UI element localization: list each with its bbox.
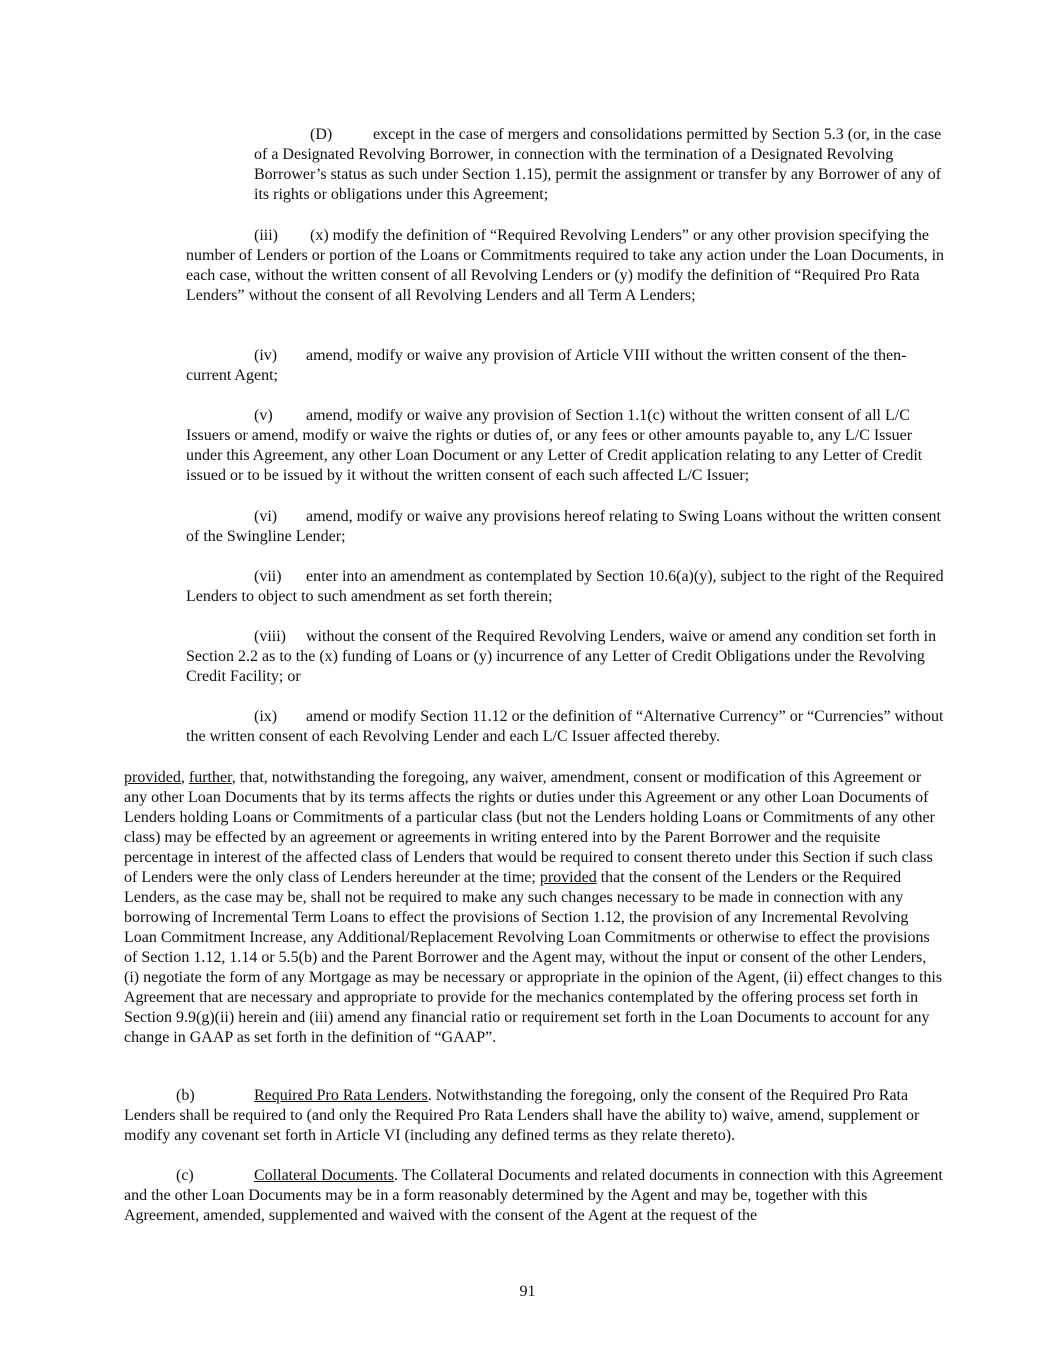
- clause-ix-label: (ix): [254, 708, 278, 725]
- proviso-text-2: that the consent of the Lenders or the Required Lenders, as the case may be, shall not be required to make any such changes necessary to be made in connection with any borrowing of Incremental Term Loans to effect the provisions of Section 1.12, the provision of any Incremental Revolving Loan Commitment Increase, any Additional/Replacement Revolving Loan Commitments or otherwise to effect the provisions of Section 1.12, 1.14 or 5.5(b) and the Parent Borrower and the Agent may, without the input or consent of the other Lenders, (i) negotiate the form of any Mortgage as may be necessary or appropriate in the opinion of the Agent, (ii) effect changes to this Agreement that are necessary and appropriate to provide for the mechanics contemplated by the offering process set forth in Section 9.9(g)(ii) herein and (iii) amend any financial ratio or requirement set forth in the Loan Documents to account for any change in GAAP as set forth in the definition of “GAAP”.: [124, 869, 943, 1046]
- section-c-heading: Collateral Documents: [254, 1167, 394, 1184]
- section-c-text: . The Collateral Documents and related documents in connection with this Agreement and the other Loan Documents may be in a form reasonably determined by the Agent and may be, together with this Agreement, amended, supplemented and waived with the consent of the Agent at the request of the: [124, 1167, 943, 1224]
- clause-vii-label: (vii): [254, 568, 282, 585]
- proviso-paragraph: [124, 768, 944, 1048]
- proviso-sep: ,: [180, 769, 189, 786]
- clause-ix-text: amend or modify Section 11.12 or the definition of “Alternative Currency” or “Currencies” without the written consent of each Revolving Lender and each L/C Issuer affected thereby.: [186, 708, 944, 745]
- clause-vi-label: (vi): [254, 508, 278, 525]
- clause-viii: [186, 627, 946, 687]
- clause-vi: [186, 507, 946, 547]
- section-b-text: . Notwithstanding the foregoing, only the consent of the Required Pro Rata Lenders shall be required to (and only the Required Pro Rata Lenders shall have the ability to) waive, amend, supplement or modify any covenant set forth in Article VI (including any defined terms as they relate thereto).: [124, 1087, 920, 1144]
- section-b: [124, 1086, 944, 1146]
- clause-vii-text: enter into an amendment as contemplated by Section 10.6(a)(y), subject to the right of the Required Lenders to object to such amendment as set forth therein;: [186, 568, 944, 605]
- clause-ix: [186, 707, 946, 747]
- clause-vii: [186, 567, 946, 607]
- clause-v-text: amend, modify or waive any provision of Section 1.1(c) without the written consent of all L/C Issuers or amend, modify or waive the rights or duties of, or any fees or other amounts payable to, any L/C Issuer under this Agreement, any other Loan Document or any Letter of Credit application relating to any Letter of Credit issued or to be issued by it without the written consent of each such affected L/C Issuer;: [186, 407, 923, 484]
- further-term: further: [188, 769, 232, 786]
- clause-d-label: (D): [310, 126, 333, 143]
- clause-v-label: (v): [254, 407, 273, 424]
- clause-viii-label: (viii): [254, 628, 286, 645]
- section-c: [124, 1166, 944, 1226]
- clause-iv: [186, 346, 946, 386]
- clause-d: [254, 125, 944, 205]
- clause-d-text: except in the case of mergers and consolidations permitted by Section 5.3 (or, in the case of a Designated Revolving Borrower, in connection with the termination of a Designated Revolving Borrower’s status as such under Section 1.15), permit the assignment or transfer by any Borrower of any of its rights or obligations under this Agreement;: [254, 126, 942, 203]
- provided-term-2: provided: [539, 869, 597, 886]
- clause-vi-text: amend, modify or waive any provisions hereof relating to Swing Loans without the written consent of the Swingline Lender;: [186, 508, 941, 545]
- clause-iii-text: (x) modify the definition of “Required Revolving Lenders” or any other provision specifying the number of Lenders or portion of the Loans or Commitments required to take any action under the Loan Documents, in each case, without the written consent of all Revolving Lenders or (y) modify the definition of “Required Pro Rata Lenders” without the consent of all Revolving Lenders and all Term A Lenders;: [186, 227, 945, 304]
- clause-iv-label: (iv): [254, 347, 278, 364]
- section-b-label: (b): [176, 1087, 195, 1104]
- section-c-label: (c): [176, 1167, 194, 1184]
- clause-v: [186, 406, 946, 486]
- provided-term: provided: [124, 769, 181, 786]
- clause-iii: [186, 226, 946, 306]
- section-b-heading: Required Pro Rata Lenders: [254, 1087, 428, 1104]
- proviso-text-1: , that, notwithstanding the foregoing, any waiver, amendment, consent or modification of this Agreement or any other Loan Documents that by its terms affects the rights or duties under this Agreement or any other Loan Documents of Lenders holding Loans or Commitments of a particular class (but not the Lenders holding Loans or Commitments of any other class) may be effected by an agreement or agreements in writing entered into by the Parent Borrower and the requisite percentage in interest of the affected class of Lenders that would be required to consent thereto under this Section if such class of Lenders were the only class of Lenders hereunder at the time;: [124, 769, 935, 886]
- clause-iv-text: amend, modify or waive any provision of Article VIII without the written consent of the then-current Agent;: [186, 347, 907, 384]
- page-number: 91: [519, 1283, 536, 1300]
- clause-iii-label: (iii): [254, 227, 278, 244]
- clause-viii-text: without the consent of the Required Revolving Lenders, waive or amend any condition set forth in Section 2.2 as to the (x) funding of Loans or (y) incurrence of any Letter of Credit Obligations under the Revolving Credit Facility; or: [186, 628, 937, 685]
